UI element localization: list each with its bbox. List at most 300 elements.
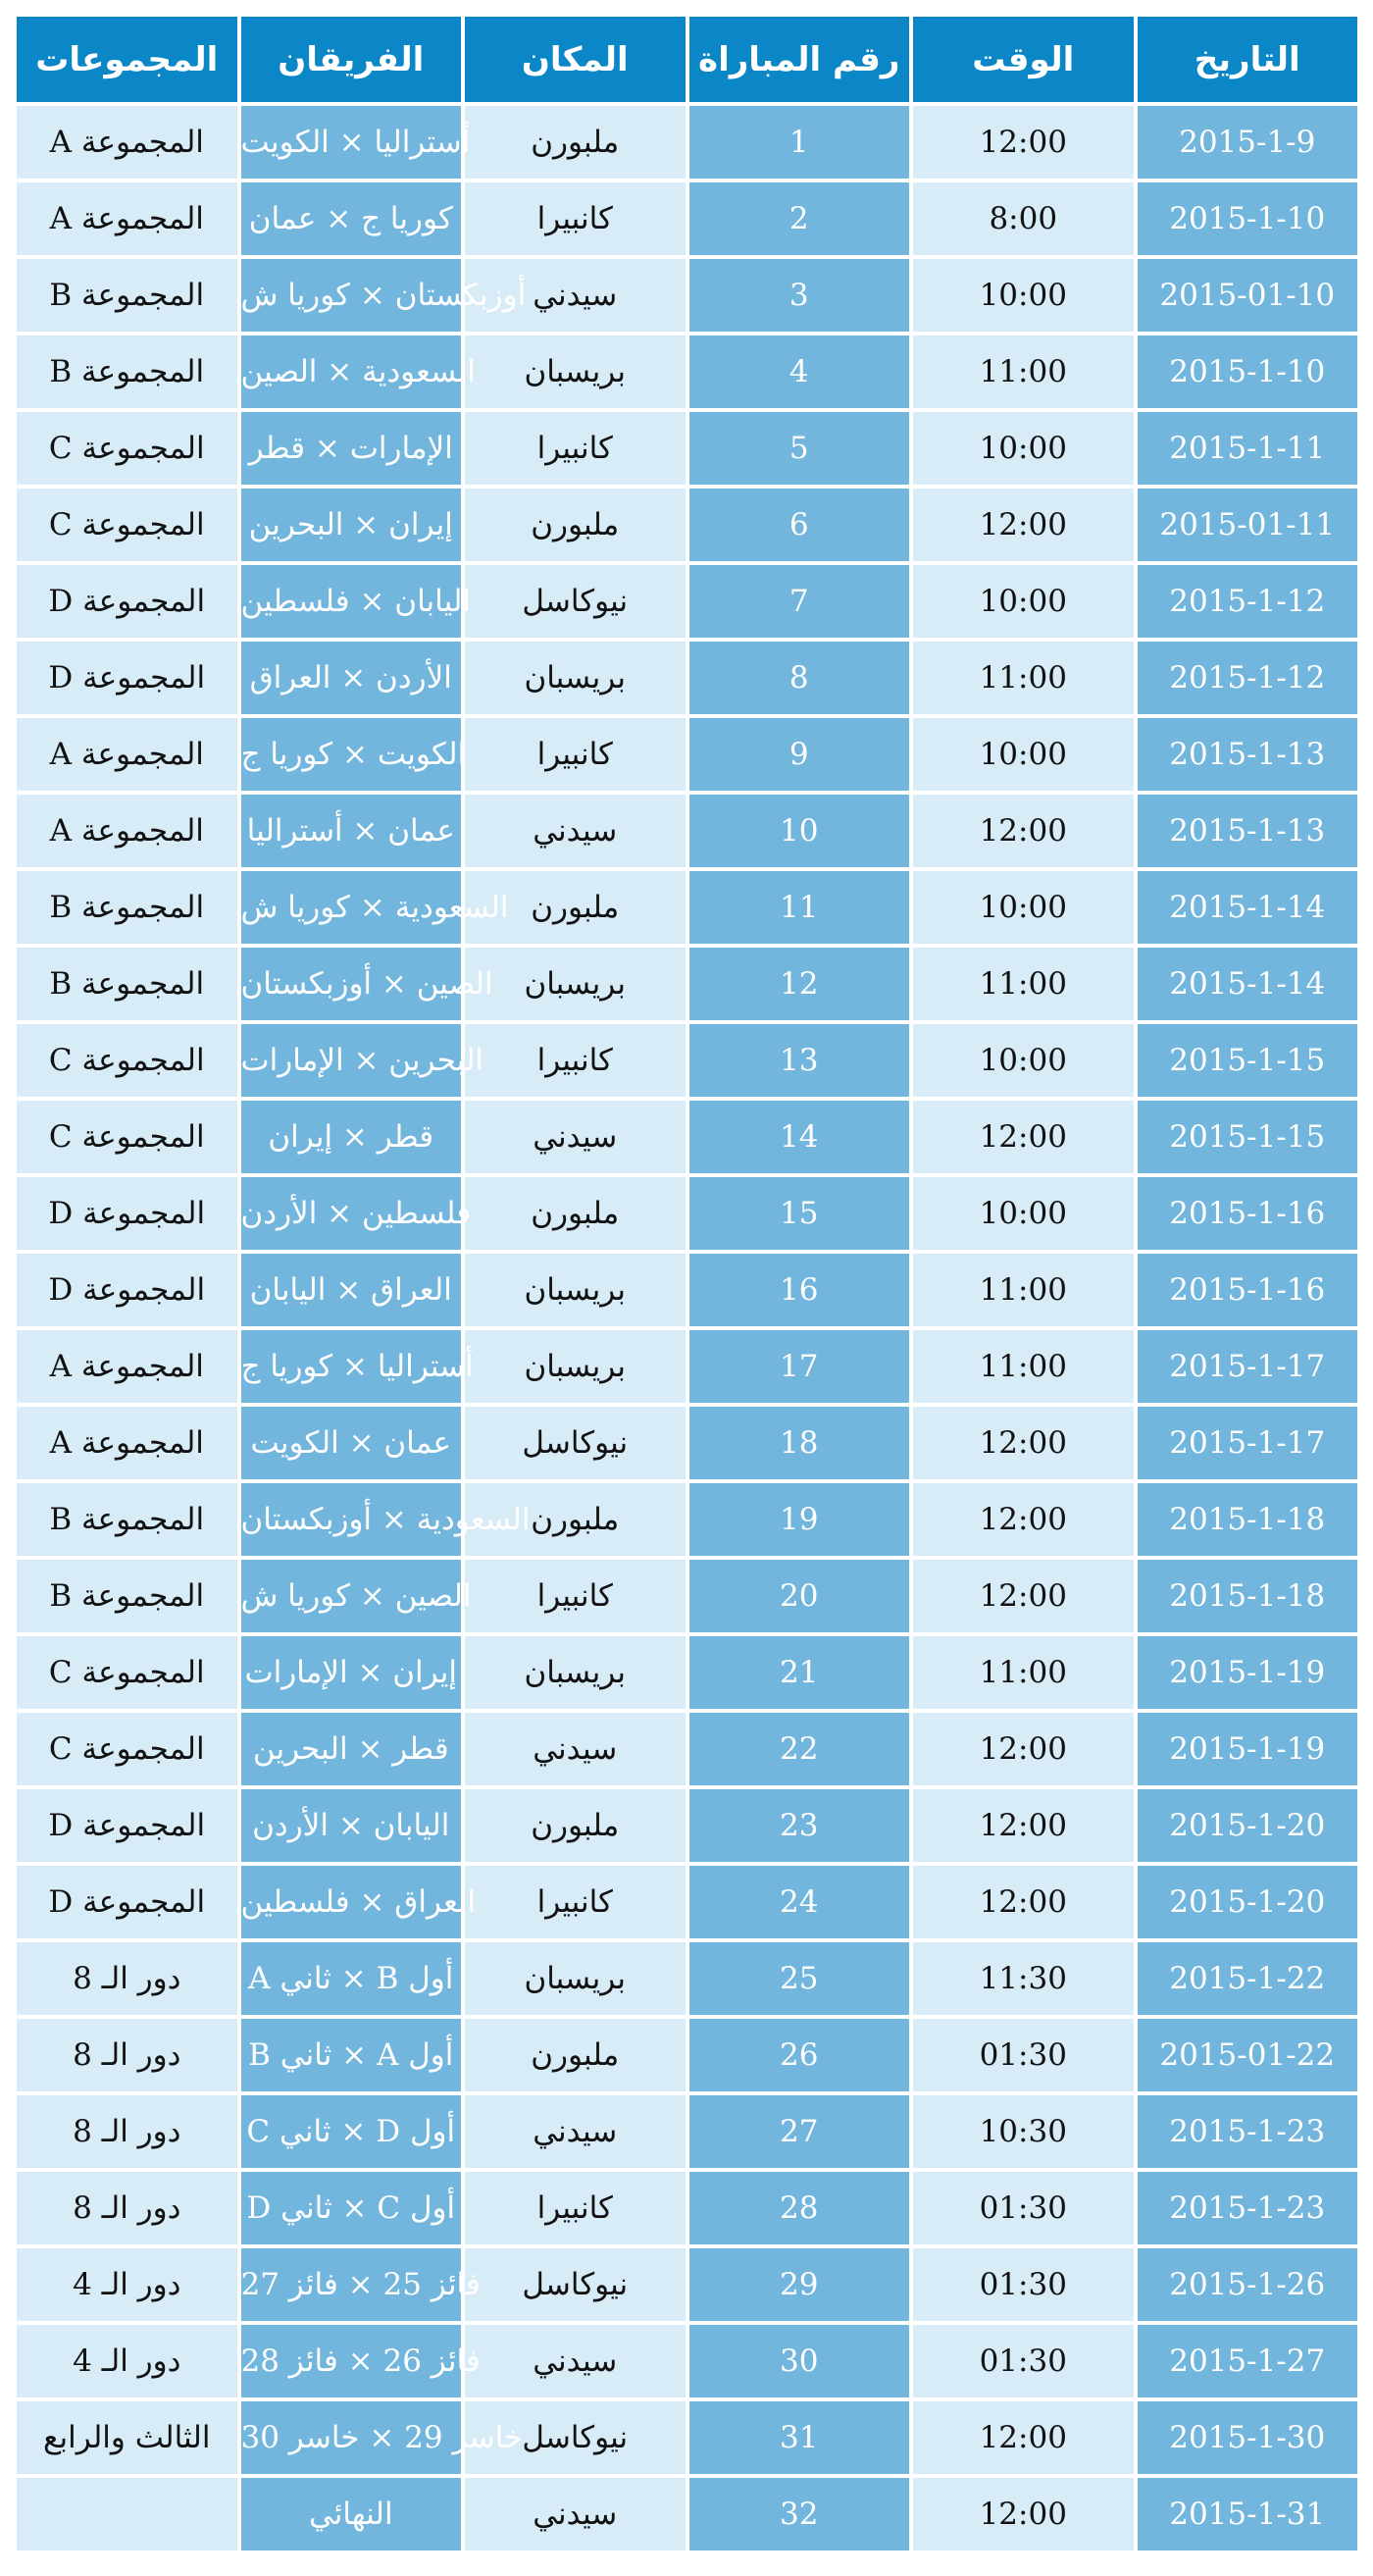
teams-cell bbox=[241, 412, 462, 485]
group-cell-text: المجموعة C bbox=[48, 1731, 205, 1767]
time-cell: 10:00 bbox=[913, 259, 1134, 332]
teams-cell-text: الإمارات × قطر bbox=[248, 431, 453, 466]
teams-cell bbox=[241, 795, 462, 867]
match-number-cell: 3 bbox=[689, 259, 910, 332]
venue-cell bbox=[465, 182, 686, 255]
time-cell: 01:30 bbox=[913, 2325, 1134, 2397]
teams-cell bbox=[241, 182, 462, 255]
venue-cell-text: ملبورن bbox=[531, 890, 620, 925]
date-cell: 2015-1-23 bbox=[1138, 2095, 1358, 2168]
group-cell bbox=[17, 1101, 237, 1173]
date-cell: 2015-1-18 bbox=[1138, 1483, 1358, 1556]
group-cell bbox=[17, 2478, 237, 2550]
venue-cell-text: سيدني bbox=[533, 2497, 618, 2532]
header-row bbox=[17, 17, 1357, 102]
date-cell: 2015-1-20 bbox=[1138, 1866, 1358, 1938]
venue-cell-text: بريسبان bbox=[524, 1655, 627, 1690]
venue-cell bbox=[465, 1101, 686, 1173]
venue-cell bbox=[465, 948, 686, 1020]
teams-cell-text: أستراليا × الكويت bbox=[240, 125, 471, 160]
group-cell bbox=[17, 106, 237, 179]
table-row bbox=[17, 182, 1357, 255]
match-number-cell: 5 bbox=[689, 412, 910, 485]
table-row bbox=[17, 718, 1357, 791]
group-cell bbox=[17, 1330, 237, 1403]
teams-cell-text: خاسر 29 × خاسر 30 bbox=[240, 2420, 524, 2455]
venue-cell bbox=[465, 795, 686, 867]
time-cell: 12:00 bbox=[913, 489, 1134, 561]
venue-cell-text: كانبيرا bbox=[536, 201, 613, 236]
venue-cell-text: سيدني bbox=[533, 278, 618, 313]
teams-cell-text: عمان × أستراليا bbox=[246, 813, 455, 849]
match-number-cell: 6 bbox=[689, 489, 910, 561]
teams-cell bbox=[241, 1254, 462, 1326]
time-cell: 10:00 bbox=[913, 871, 1134, 944]
venue-cell-text: كانبيرا bbox=[536, 2190, 613, 2226]
match-number-cell: 32 bbox=[689, 2478, 910, 2550]
group-cell-text: المجموعة C bbox=[48, 1655, 205, 1690]
teams-cell-text: قطر × إيران bbox=[268, 1119, 434, 1155]
match-number-cell: 7 bbox=[689, 565, 910, 638]
teams-cell bbox=[240, 2325, 481, 2397]
match-number-cell: 17 bbox=[689, 1330, 910, 1403]
teams-cell-text: السعودية × الصين bbox=[240, 354, 476, 389]
group-cell bbox=[17, 2019, 237, 2091]
venue-cell-text: بريسبان bbox=[524, 660, 627, 696]
date-cell: 2015-01-22 bbox=[1138, 2019, 1358, 2091]
time-cell: 10:00 bbox=[913, 412, 1134, 485]
table-row bbox=[17, 1254, 1357, 1326]
table-row bbox=[17, 106, 1357, 179]
group-cell bbox=[17, 2172, 237, 2244]
group-cell bbox=[17, 182, 237, 255]
time-cell: 11:30 bbox=[913, 1942, 1134, 2015]
group-cell-text: المجموعة B bbox=[49, 966, 205, 1002]
table-row bbox=[17, 2478, 1357, 2550]
teams-cell-text: السعودية × أوزبكستان bbox=[240, 1502, 531, 1537]
group-cell-text: دور الـ 4 bbox=[73, 2267, 181, 2302]
teams-cell-text: كوريا ج × عمان bbox=[248, 201, 453, 236]
group-cell bbox=[17, 1407, 237, 1479]
header-time: الوقت bbox=[913, 17, 1134, 102]
venue-cell bbox=[465, 1713, 686, 1785]
teams-cell bbox=[241, 1407, 462, 1479]
match-number-cell: 18 bbox=[689, 1407, 910, 1479]
date-cell: 2015-1-19 bbox=[1138, 1713, 1358, 1785]
date-cell: 2015-1-10 bbox=[1138, 335, 1358, 408]
date-cell: 2015-1-9 bbox=[1138, 106, 1358, 179]
table-row bbox=[17, 489, 1357, 561]
time-cell: 11:00 bbox=[913, 1254, 1134, 1326]
time-cell: 12:00 bbox=[913, 1713, 1134, 1785]
header-teams: الفريقان bbox=[241, 17, 462, 102]
match-number-cell: 30 bbox=[689, 2325, 910, 2397]
venue-cell bbox=[465, 1177, 686, 1250]
venue-cell-text: ملبورن bbox=[531, 1808, 620, 1843]
venue-cell bbox=[465, 412, 686, 485]
venue-cell-text: كانبيرا bbox=[536, 1578, 613, 1614]
venue-cell-text: كانبيرا bbox=[536, 431, 613, 466]
match-number-cell: 22 bbox=[689, 1713, 910, 1785]
venue-cell-text: كانبيرا bbox=[536, 1884, 613, 1920]
group-cell bbox=[17, 412, 237, 485]
time-cell: 12:00 bbox=[913, 1483, 1134, 1556]
group-cell bbox=[17, 1177, 237, 1250]
date-cell: 2015-1-20 bbox=[1138, 1789, 1358, 1862]
group-cell-text: المجموعة C bbox=[48, 1043, 205, 1078]
group-cell-text: المجموعة D bbox=[48, 660, 206, 696]
venue-cell-text: بريسبان bbox=[524, 1961, 627, 1996]
teams-cell bbox=[241, 1789, 462, 1862]
date-cell: 2015-1-16 bbox=[1138, 1177, 1358, 1250]
date-cell: 2015-1-19 bbox=[1138, 1636, 1358, 1709]
venue-cell-text: ملبورن bbox=[531, 2037, 620, 2073]
match-number-cell: 15 bbox=[689, 1177, 910, 1250]
teams-cell-text: فائز 26 × فائز 28 bbox=[240, 2344, 481, 2379]
match-number-cell: 27 bbox=[689, 2095, 910, 2168]
venue-cell bbox=[465, 335, 686, 408]
group-cell bbox=[17, 1636, 237, 1709]
venue-cell bbox=[465, 1407, 686, 1479]
group-cell-text: دور الـ 8 bbox=[73, 2037, 181, 2073]
group-cell-text: دور الـ 4 bbox=[73, 2344, 181, 2379]
teams-cell-text: العراق × فلسطين bbox=[240, 1884, 477, 1920]
date-cell: 2015-1-14 bbox=[1138, 948, 1358, 1020]
teams-cell bbox=[241, 489, 462, 561]
venue-cell bbox=[465, 565, 686, 638]
venue-cell-text: سيدني bbox=[533, 2344, 618, 2379]
match-number-cell: 16 bbox=[689, 1254, 910, 1326]
venue-cell bbox=[465, 489, 686, 561]
venue-cell-text: ملبورن bbox=[531, 1196, 620, 1231]
group-cell-text: المجموعة B bbox=[49, 354, 205, 389]
table-row bbox=[17, 1866, 1357, 1938]
group-cell-text: المجموعة B bbox=[49, 890, 205, 925]
match-number-cell: 24 bbox=[689, 1866, 910, 1938]
teams-cell bbox=[240, 259, 527, 332]
match-number-cell: 28 bbox=[689, 2172, 910, 2244]
time-cell: 10:00 bbox=[913, 1024, 1134, 1097]
teams-cell-text: فائز 25 × فائز 27 bbox=[240, 2267, 481, 2302]
match-number-cell: 1 bbox=[689, 106, 910, 179]
time-cell: 01:30 bbox=[913, 2172, 1134, 2244]
table-body bbox=[17, 106, 1357, 2550]
venue-cell bbox=[465, 1866, 686, 1938]
group-cell-text: المجموعة D bbox=[48, 1196, 206, 1231]
venue-cell bbox=[465, 106, 686, 179]
match-number-cell: 9 bbox=[689, 718, 910, 791]
time-cell: 12:00 bbox=[913, 2478, 1134, 2550]
group-cell bbox=[17, 1483, 237, 1556]
match-number-cell: 31 bbox=[689, 2401, 910, 2474]
teams-cell bbox=[240, 1560, 472, 1632]
date-cell: 2015-1-13 bbox=[1138, 795, 1358, 867]
venue-cell-text: بريسبان bbox=[524, 1272, 627, 1308]
match-schedule-table bbox=[13, 13, 1361, 2554]
date-cell: 2015-1-30 bbox=[1138, 2401, 1358, 2474]
group-cell-text: دور الـ 8 bbox=[73, 1961, 181, 1996]
venue-cell bbox=[465, 1942, 686, 2015]
table-row bbox=[17, 795, 1357, 867]
date-cell: 2015-1-23 bbox=[1138, 2172, 1358, 2244]
teams-cell-text: قطر × البحرين bbox=[252, 1731, 449, 1767]
group-cell bbox=[17, 948, 237, 1020]
teams-cell-text: أول A × ثاني B bbox=[248, 2037, 454, 2073]
venue-cell bbox=[465, 1024, 686, 1097]
table-row bbox=[17, 2248, 1357, 2321]
time-cell: 8:00 bbox=[913, 182, 1134, 255]
match-number-cell: 25 bbox=[689, 1942, 910, 2015]
venue-cell-text: بريسبان bbox=[524, 354, 627, 389]
group-cell-text: دور الـ 8 bbox=[73, 2190, 181, 2226]
table-row bbox=[17, 1636, 1357, 1709]
date-cell: 2015-01-10 bbox=[1138, 259, 1358, 332]
group-cell bbox=[17, 871, 237, 944]
table-row bbox=[17, 1177, 1357, 1250]
venue-cell bbox=[465, 1560, 686, 1632]
table-row bbox=[17, 948, 1357, 1020]
time-cell: 12:00 bbox=[913, 1407, 1134, 1479]
group-cell-text: المجموعة B bbox=[49, 1578, 205, 1614]
group-cell-text: المجموعة B bbox=[49, 1502, 205, 1537]
venue-cell-text: نيوكاسل bbox=[522, 584, 629, 619]
group-cell bbox=[17, 795, 237, 867]
table-row bbox=[17, 412, 1357, 485]
teams-cell bbox=[240, 1483, 531, 1556]
time-cell: 10:00 bbox=[913, 718, 1134, 791]
venue-cell-text: نيوكاسل bbox=[522, 2267, 629, 2302]
date-cell: 2015-1-13 bbox=[1138, 718, 1358, 791]
header-venue: المكان bbox=[465, 17, 686, 102]
group-cell-text: المجموعة D bbox=[48, 1808, 206, 1843]
time-cell: 01:30 bbox=[913, 2248, 1134, 2321]
venue-cell bbox=[465, 1636, 686, 1709]
table-row bbox=[17, 1789, 1357, 1862]
match-number-cell: 4 bbox=[689, 335, 910, 408]
group-cell-text: المجموعة C bbox=[48, 507, 205, 542]
group-cell-text: المجموعة C bbox=[48, 1119, 205, 1155]
match-number-cell: 12 bbox=[689, 948, 910, 1020]
teams-cell-text: العراق × اليابان bbox=[249, 1272, 452, 1308]
teams-cell-text: السعودية × كوريا ش bbox=[240, 890, 509, 925]
teams-cell bbox=[240, 948, 493, 1020]
match-number-cell: 14 bbox=[689, 1101, 910, 1173]
date-cell: 2015-1-26 bbox=[1138, 2248, 1358, 2321]
teams-cell-text: اليابان × فلسطين bbox=[240, 584, 471, 619]
date-cell: 2015-1-12 bbox=[1138, 642, 1358, 714]
teams-cell-text: الصين × كوريا ش bbox=[240, 1578, 472, 1614]
venue-cell bbox=[465, 718, 686, 791]
venue-cell-text: نيوكاسل bbox=[522, 1425, 629, 1461]
time-cell: 12:00 bbox=[913, 1866, 1134, 1938]
table-row bbox=[17, 2019, 1357, 2091]
table-row bbox=[17, 642, 1357, 714]
date-cell: 2015-1-15 bbox=[1138, 1024, 1358, 1097]
teams-cell-text: فلسطين × الأردن bbox=[240, 1196, 472, 1231]
teams-cell bbox=[241, 1101, 462, 1173]
teams-cell bbox=[240, 1866, 477, 1938]
match-number-cell: 13 bbox=[689, 1024, 910, 1097]
match-number-cell: 21 bbox=[689, 1636, 910, 1709]
venue-cell bbox=[465, 642, 686, 714]
table-row bbox=[17, 2095, 1357, 2168]
group-cell-text: المجموعة A bbox=[49, 737, 204, 772]
group-cell bbox=[17, 2325, 237, 2397]
group-cell-text: المجموعة A bbox=[49, 1349, 204, 1384]
teams-cell-text: عمان × الكويت bbox=[250, 1425, 452, 1461]
time-cell: 11:00 bbox=[913, 1636, 1134, 1709]
table-row bbox=[17, 1560, 1357, 1632]
group-cell bbox=[17, 1866, 237, 1938]
venue-cell-text: سيدني bbox=[533, 1119, 618, 1155]
teams-cell-text: أول B × ثاني A bbox=[248, 1961, 454, 1996]
teams-cell bbox=[240, 871, 509, 944]
time-cell: 12:00 bbox=[913, 1789, 1134, 1862]
table-row bbox=[17, 1483, 1357, 1556]
teams-cell-text: أول D × ثاني C bbox=[246, 2114, 456, 2149]
date-cell: 2015-1-17 bbox=[1138, 1330, 1358, 1403]
date-cell: 2015-1-14 bbox=[1138, 871, 1358, 944]
group-cell bbox=[17, 335, 237, 408]
date-cell: 2015-01-11 bbox=[1138, 489, 1358, 561]
group-cell-text: المجموعة C bbox=[48, 431, 205, 466]
time-cell: 12:00 bbox=[913, 1101, 1134, 1173]
group-cell bbox=[17, 1942, 237, 2015]
date-cell: 2015-1-12 bbox=[1138, 565, 1358, 638]
teams-cell-text: إيران × البحرين bbox=[248, 507, 453, 542]
group-cell-text: المجموعة A bbox=[49, 813, 204, 849]
venue-cell bbox=[465, 2095, 686, 2168]
teams-cell-text: النهائي bbox=[308, 2497, 393, 2532]
venue-cell bbox=[465, 2478, 686, 2550]
teams-cell bbox=[241, 1636, 462, 1709]
teams-cell bbox=[240, 1177, 472, 1250]
group-cell-text: المجموعة A bbox=[49, 125, 204, 160]
teams-cell bbox=[241, 1713, 462, 1785]
date-cell: 2015-1-16 bbox=[1138, 1254, 1358, 1326]
teams-cell bbox=[240, 718, 467, 791]
table-row bbox=[17, 259, 1357, 332]
group-cell bbox=[17, 1789, 237, 1862]
teams-cell bbox=[240, 2401, 524, 2474]
venue-cell-text: سيدني bbox=[533, 1731, 618, 1767]
time-cell: 10:30 bbox=[913, 2095, 1134, 2168]
teams-cell-text: البحرين × الإمارات bbox=[240, 1043, 484, 1078]
venue-cell-text: كانبيرا bbox=[536, 737, 613, 772]
venue-cell bbox=[465, 1254, 686, 1326]
teams-cell bbox=[241, 2172, 462, 2244]
time-cell: 11:00 bbox=[913, 335, 1134, 408]
group-cell-text: الثالث والرابع bbox=[43, 2420, 211, 2455]
table-row bbox=[17, 1024, 1357, 1097]
table-row bbox=[17, 1942, 1357, 2015]
venue-cell-text: ملبورن bbox=[531, 507, 620, 542]
time-cell: 12:00 bbox=[913, 2401, 1134, 2474]
group-cell-text: المجموعة D bbox=[48, 584, 206, 619]
group-cell bbox=[17, 1713, 237, 1785]
time-cell: 11:00 bbox=[913, 948, 1134, 1020]
group-cell bbox=[17, 489, 237, 561]
teams-cell bbox=[241, 642, 462, 714]
group-cell bbox=[17, 2095, 237, 2168]
table-row bbox=[17, 1713, 1357, 1785]
match-number-cell: 26 bbox=[689, 2019, 910, 2091]
time-cell: 12:00 bbox=[913, 106, 1134, 179]
teams-cell bbox=[240, 2248, 481, 2321]
venue-cell-text: سيدني bbox=[533, 2114, 618, 2149]
group-cell bbox=[17, 642, 237, 714]
date-cell: 2015-1-17 bbox=[1138, 1407, 1358, 1479]
teams-cell-text: أستراليا × كوريا ج bbox=[240, 1349, 474, 1384]
match-number-cell: 23 bbox=[689, 1789, 910, 1862]
group-cell bbox=[17, 1560, 237, 1632]
time-cell: 11:00 bbox=[913, 642, 1134, 714]
group-cell bbox=[17, 1254, 237, 1326]
venue-cell bbox=[465, 2325, 686, 2397]
table-row bbox=[17, 2325, 1357, 2397]
group-cell bbox=[17, 259, 237, 332]
table-row bbox=[17, 1330, 1357, 1403]
teams-cell bbox=[241, 2019, 462, 2091]
group-cell-text: المجموعة D bbox=[48, 1272, 206, 1308]
venue-cell-text: ملبورن bbox=[531, 1502, 620, 1537]
teams-cell-text: أوزبكستان × كوريا ش bbox=[240, 278, 527, 313]
group-cell-text: المجموعة D bbox=[48, 1884, 206, 1920]
group-cell-text: المجموعة B bbox=[49, 278, 205, 313]
teams-cell bbox=[240, 106, 471, 179]
time-cell: 10:00 bbox=[913, 1177, 1134, 1250]
teams-cell bbox=[240, 565, 471, 638]
group-cell-text: المجموعة A bbox=[49, 1425, 204, 1461]
match-number-cell: 29 bbox=[689, 2248, 910, 2321]
teams-cell-text: الأردن × العراق bbox=[249, 660, 452, 696]
teams-cell bbox=[241, 2095, 462, 2168]
group-cell bbox=[17, 565, 237, 638]
date-cell: 2015-1-22 bbox=[1138, 1942, 1358, 2015]
teams-cell bbox=[241, 1942, 462, 2015]
teams-cell-text: اليابان × الأردن bbox=[252, 1808, 450, 1843]
header-match-number: رقم المباراة bbox=[689, 17, 910, 102]
header-date: التاريخ bbox=[1138, 17, 1358, 102]
time-cell: 10:00 bbox=[913, 565, 1134, 638]
date-cell: 2015-1-27 bbox=[1138, 2325, 1358, 2397]
time-cell: 11:00 bbox=[913, 1330, 1134, 1403]
table-row bbox=[17, 1407, 1357, 1479]
date-cell: 2015-1-31 bbox=[1138, 2478, 1358, 2550]
time-cell: 12:00 bbox=[913, 1560, 1134, 1632]
venue-cell-text: نيوكاسل bbox=[522, 2420, 629, 2455]
teams-cell-text: الصين × أوزبكستان bbox=[240, 966, 493, 1002]
group-cell bbox=[17, 2248, 237, 2321]
teams-cell bbox=[240, 1330, 474, 1403]
venue-cell bbox=[465, 2172, 686, 2244]
table-row bbox=[17, 871, 1357, 944]
table-row bbox=[17, 2401, 1357, 2474]
table-row bbox=[17, 2172, 1357, 2244]
match-number-cell: 10 bbox=[689, 795, 910, 867]
match-number-cell: 20 bbox=[689, 1560, 910, 1632]
venue-cell-text: ملبورن bbox=[531, 125, 620, 160]
time-cell: 12:00 bbox=[913, 795, 1134, 867]
group-cell-text: دور الـ 8 bbox=[73, 2114, 181, 2149]
teams-cell bbox=[240, 1024, 484, 1097]
date-cell: 2015-1-11 bbox=[1138, 412, 1358, 485]
table-row bbox=[17, 335, 1357, 408]
header-group: المجموعات bbox=[17, 17, 237, 102]
teams-cell-text: أول C × ثاني D bbox=[246, 2190, 456, 2226]
venue-cell-text: بريسبان bbox=[524, 966, 627, 1002]
date-cell: 2015-1-15 bbox=[1138, 1101, 1358, 1173]
